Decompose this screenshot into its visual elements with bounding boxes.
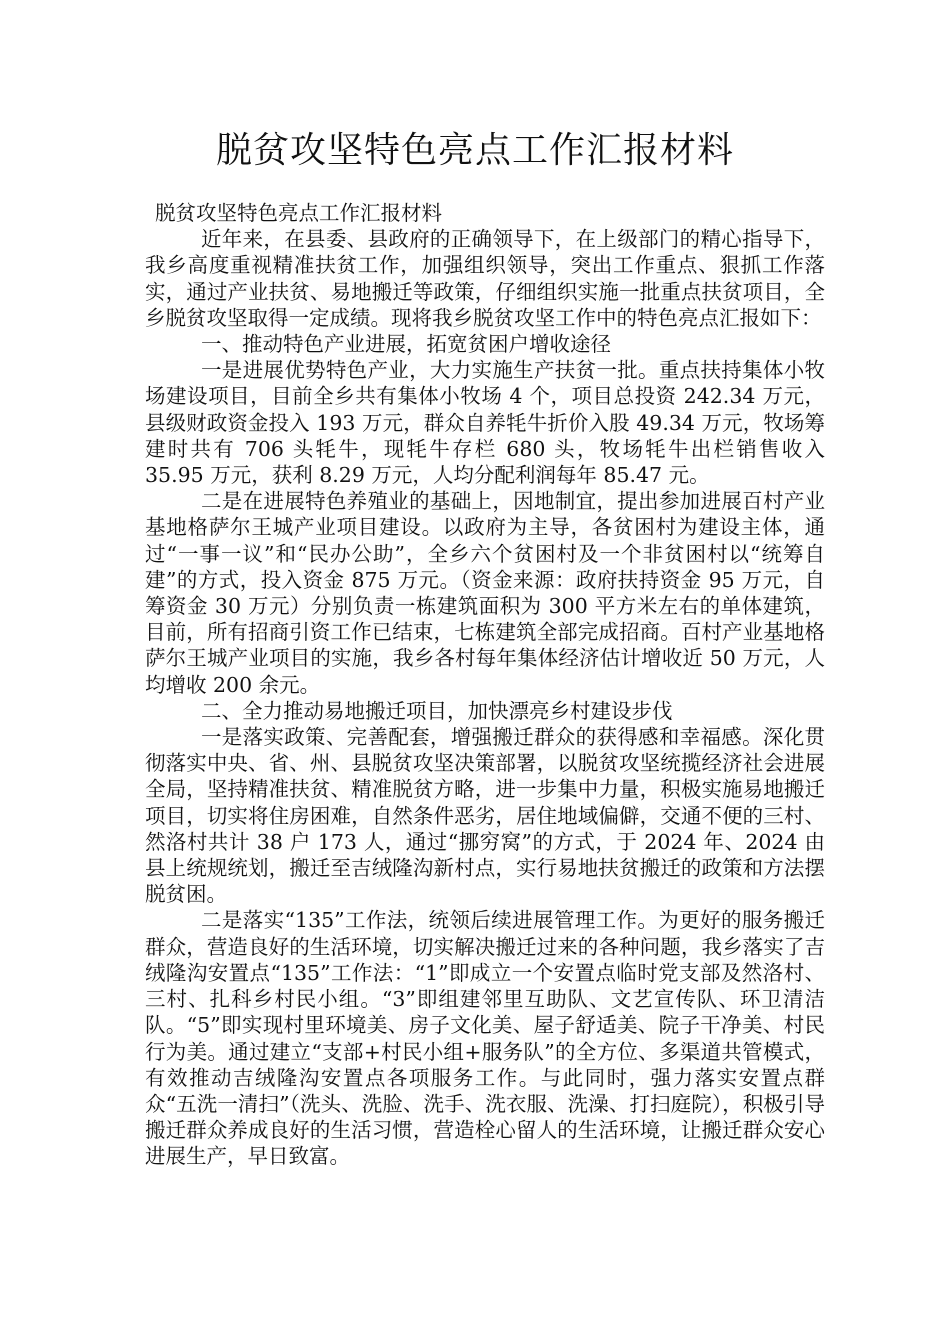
- document-subtitle: 脱贫攻坚特色亮点工作汇报材料: [155, 201, 442, 225]
- paragraph-relocation-1: 一是落实政策、完善配套，增强搬迁群众的获得感和幸福感。深化贯彻落实中央、省、州、县脱贫攻坚决策部署，以脱贫攻坚统揽经济社会进展全局，坚持精准扶贫、精准脱贫方略，进一步集中力量，积极实施易地搬迁项目，切实将住房困难，自然条件恶劣，居住地域偏僻，交通不便的三村、然洛村共计 38 户 173 人，通过“挪穷窝”的方式，于 2024 年、2024 由县上统规统划，搬迁至吉绒隆沟新村点，实行易地扶贫搬迁的政策和方法摆脱贫困。: [145, 725, 825, 907]
- document-body: [145, 200, 825, 1170]
- paragraph-relocation-2: 二是落实“135”工作法，统领后续进展管理工作。为更好的服务搬迁群众，营造良好的生活环境，切实解决搬迁过来的各种问题，我乡落实了吉绒隆沟安置点“135”工作法：“1”即成立一个安置点临时党支部及然洛村、三村、扎科乡村民小组。“3”即组建邻里互助队、文艺宣传队、环卫清洁队。“5”即实现村里环境美、房子文化美、屋子舒适美、院子干净美、村民行为美。通过建立“支部+村民小组+服务队”的全方位、多渠道共管模式，有效推动吉绒隆沟安置点各项服务工作。与此同时，强力落实安置点群众“五洗一清扫”（洗头、洗脸、洗手、洗衣服、洗澡、打扫庭院），积极引导搬迁群众养成良好的生活习惯，营造栓心留人的生活环境，让搬迁群众安心进展生产，早日致富。: [145, 908, 825, 1169]
- paragraph-industry-1: 一是进展优势特色产业，大力实施生产扶贫一批。重点扶持集体小牧场建设项目，目前全乡共有集体小牧场 4 个，项目总投资 242.34 万元，县级财政资金投入 193 万元，群众自养牦牛折价入股 49.34 万元，牧场筹建时共有 706 头牦牛，现牦牛存栏 680 头，牧场牦牛出栏销售收入 35.95 万元，获利 8.29 万元，人均分配利润每年 85.47 元。: [145, 358, 825, 488]
- section-heading-industry: 一、推动特色产业进展，拓宽贫困户增收途径: [201, 332, 611, 357]
- paragraph-industry-2: 二是在进展特色养殖业的基础上，因地制宜，提出参加进展百村产业基地格萨尔王城产业项目建设。以政府为主导，各贫困村为建设主体，通过“一事一议”和“民办公助”，全乡六个贫困村及一个非贫困村以“统筹自建”的方式，投入资金 875 万元。（资金来源：政府扶持资金 95 万元，自筹资金 30 万元）分别负责一栋建筑面积为 300 平方米左右的单体建筑，目前，所有招商引资工作已结束，七栋建筑全部完成招商。百村产业基地格萨尔王城产业项目的实施，我乡各村每年集体经济估计增收近 50 万元，人均增收 200 余元。: [145, 489, 825, 697]
- document-title: 脱贫攻坚特色亮点工作汇报材料: [215, 130, 734, 171]
- section-heading-relocation: 二、全力推动易地搬迁项目，加快漂亮乡村建设步伐: [201, 698, 673, 723]
- intro-paragraph: 近年来，在县委、县政府的正确领导下，在上级部门的精心指导下，我乡高度重视精准扶贫工作，加强组织领导，突出工作重点、狠抓工作落实，通过产业扶贫、易地搬迁等政策，仔细组织实施一批重点扶贫项目，全乡脱贫攻坚取得一定成绩。现将我乡脱贫攻坚工作中的特色亮点汇报如下：: [145, 227, 825, 330]
